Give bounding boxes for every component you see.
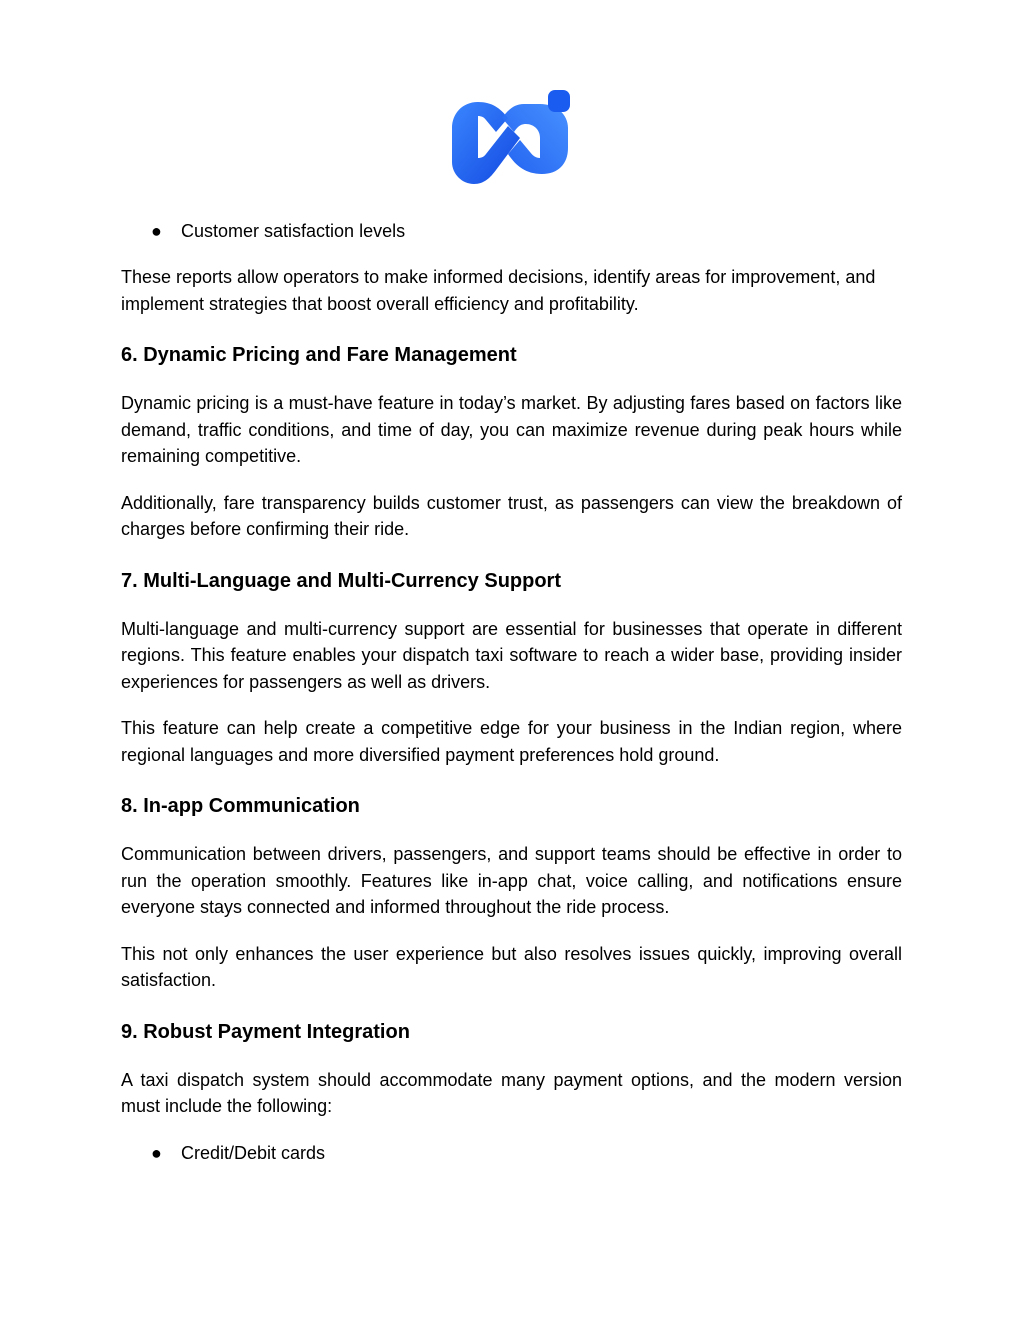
list-item-text: Credit/Debit cards <box>181 1142 326 1163</box>
list-item <box>121 1140 902 1166</box>
bullet-icon: ● <box>151 1142 162 1163</box>
paragraph: Additionally, fare transparency builds customer trust, as passengers can view the breakdown of charges before confirming their ride. <box>121 492 902 539</box>
paragraph: Dynamic pricing is a must-have feature in today’s market. By adjusting fares based on factors like demand, traffic conditions, and time of day, you can maximize revenue during peak hours while remaining competitive. <box>121 393 902 466</box>
list-item <box>121 218 902 244</box>
paragraph: This feature can help create a competitive edge for your business in the Indian region, where regional languages and more diversified payment preferences hold ground. <box>121 718 902 765</box>
document-body <box>121 218 902 1166</box>
section-heading: 7. Multi-Language and Multi-Currency Support <box>121 569 561 592</box>
paragraph: A taxi dispatch system should accommodate many payment options, and the modern version must include the following: <box>121 1069 902 1116</box>
list-item-text: Customer satisfaction levels <box>181 221 406 241</box>
section-heading: 8. In-app Communication <box>121 795 360 817</box>
section-heading: 6. Dynamic Pricing and Fare Management <box>121 344 517 366</box>
paragraph: These reports allow operators to make informed decisions, identify areas for improvement, and implement strategies that boost overall efficiency and profitability. <box>121 267 876 314</box>
paragraph: This not only enhances the user experience but also resolves issues quickly, improving overall satisfaction. <box>121 943 902 990</box>
paragraph: Communication between drivers, passengers, and support teams should be effective in order to run the operation smoothly. Features like in-app chat, voice calling, and notifications ensure everyone stays connected and informed throughout the ride process. <box>121 844 902 917</box>
paragraph: Multi-language and multi-currency support are essential for businesses that operate in different regions. This feature enables your dispatch taxi software to reach a wider base, providing insider experiences for passengers as well as drivers. <box>121 618 902 692</box>
bullet-icon: ● <box>151 221 162 241</box>
brand-logo-icon <box>450 88 574 186</box>
section-heading: 9. Robust Payment Integration <box>121 1020 410 1043</box>
